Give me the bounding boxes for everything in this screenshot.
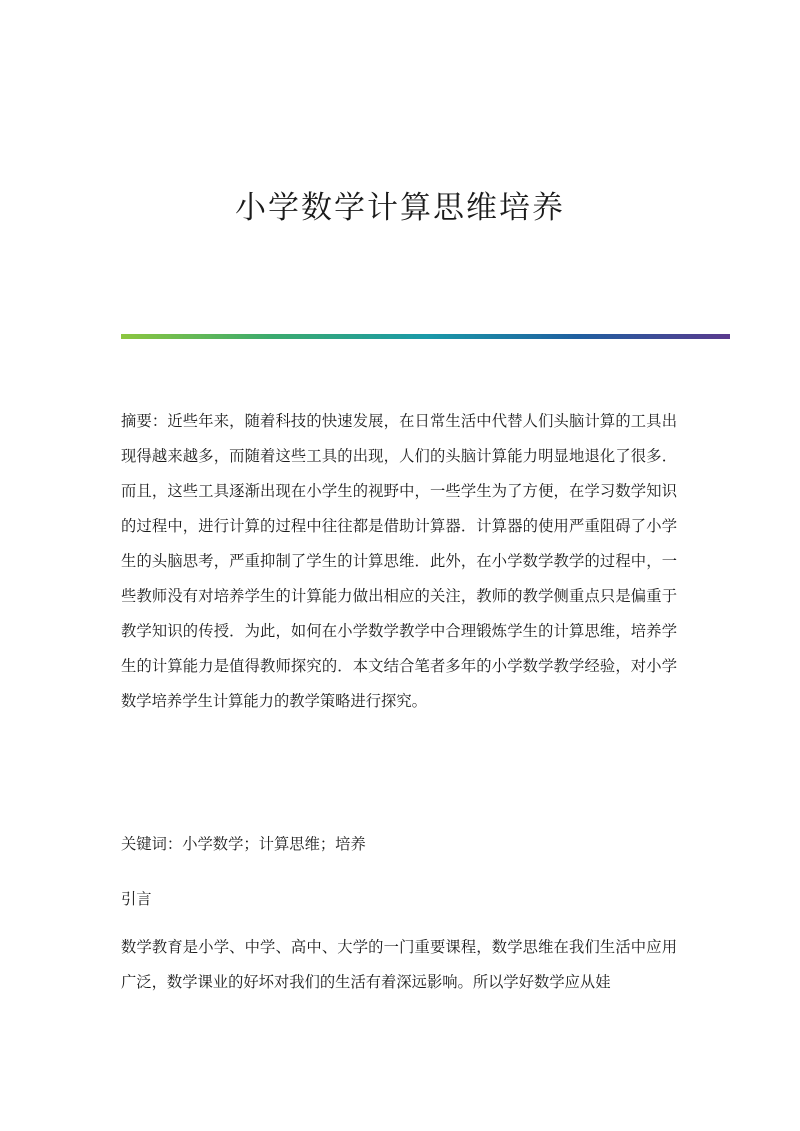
abstract-paragraph: 摘要：近些年来，随着科技的快速发展，在日常生活中代替人们头脑计算的工具出现得越来越多，而随着这些工具的出现，人们的头脑计算能力明显地退化了很多．而且，这些工具逐渐出现在小学生的视野中，一些学生为了方便，在学习数学知识的过程中，进行计算的过程中往往都是借助计算器．计算器的使用严重阻碍了小学生的头脑思考，严重抑制了学生的计算思维．此外，在小学数学教学的过程中，一些教师没有对培养学生的计算能力做出相应的关注，教师的教学侧重点只是偏重于教学知识的传授．为此，如何在小学数学教学中合理锻炼学生的计算思维，培养学生的计算能力是值得教师探究的．本文结合笔者多年的小学数学教学经验，对小学数学培养学生计算能力的教学策略进行探究。 <box>121 412 677 710</box>
document-title: 小学数学计算思维培养 <box>235 190 565 226</box>
title-divider <box>121 334 730 339</box>
intro-heading: 引言 <box>121 890 152 908</box>
keywords-line: 关键词：小学数学；计算思维；培养 <box>121 835 366 853</box>
intro-paragraph: 数学教育是小学、中学、高中、大学的一门重要课程，数学思维在我们生活中应用广泛，数学课业的好坏对我们的生活有着深远影响。所以学好数学应从娃 <box>121 938 677 991</box>
